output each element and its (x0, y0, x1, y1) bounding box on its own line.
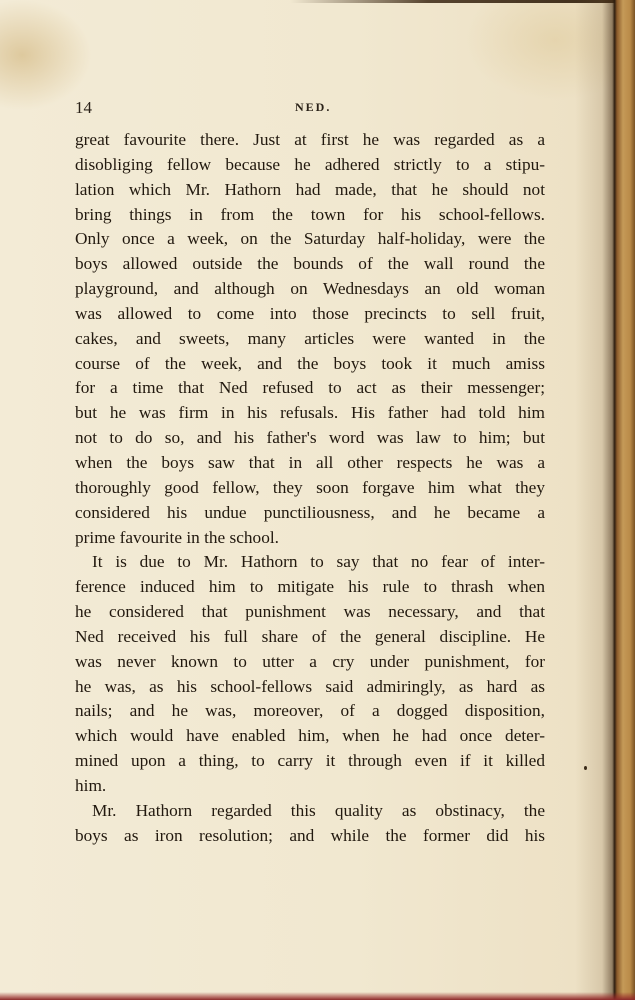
page-number: 14 (75, 98, 92, 117)
page-bottom-edge (0, 992, 635, 1000)
text-line: but he was firm in his refusals. His father had told him (75, 403, 545, 423)
book-binding-edge (575, 0, 635, 1000)
text-line: bring things in from the town for his school-fellows. (75, 204, 545, 224)
text-line: not to do so, and his father's word was law to him; but (75, 428, 545, 448)
text-line: prime favourite in the school. (75, 527, 279, 547)
text-line: playground, and although on Wednesdays an old woman (75, 279, 545, 299)
body-text (75, 128, 545, 848)
text-line: was allowed to come into those precincts to sell fruit, (75, 303, 545, 323)
page-header (75, 98, 545, 122)
text-line: Ned received his full share of the general discipline. He (75, 626, 545, 646)
paragraph-start-line: Mr. Hathorn regarded this quality as obstinacy, the (92, 800, 545, 820)
text-line: lation which Mr. Hathorn had made, that he should not (75, 179, 545, 199)
running-head: NED. (295, 100, 332, 114)
text-line: mined upon a thing, to carry it through even if it killed (75, 751, 545, 771)
text-line: he was, as his school-fellows said admiringly, as hard as (75, 676, 545, 696)
text-line: was never known to utter a cry under punishment, for (75, 651, 545, 671)
paragraph-start-line: It is due to Mr. Hathorn to say that no fear of inter- (92, 552, 545, 572)
text-line: for a time that Ned refused to act as their messenger; (75, 378, 545, 398)
text-line: cakes, and sweets, many articles were wanted in the (75, 328, 545, 348)
text-line: boys as iron resolution; and while the former did his (75, 825, 545, 845)
text-line: boys allowed outside the bounds of the wall round the (75, 254, 545, 274)
ink-speck (584, 766, 587, 770)
text-line: Only once a week, on the Saturday half-holiday, were the (75, 229, 545, 249)
text-line: ference induced him to mitigate his rule to thrash when (75, 577, 545, 597)
text-line: considered his undue punctiliousness, and he became a (75, 502, 545, 522)
text-line: which would have enabled him, when he had once deter- (75, 726, 545, 746)
text-line: disobliging fellow because he adhered strictly to a stipu- (75, 154, 545, 174)
text-line: thoroughly good fellow, they soon forgave him what they (75, 477, 545, 497)
text-line: when the boys saw that in all other respects he was a (75, 452, 545, 472)
text-line: course of the week, and the boys took it much amiss (75, 353, 545, 373)
text-line: he considered that punishment was necessary, and that (75, 602, 545, 622)
text-line: him. (75, 775, 107, 795)
text-line: nails; and he was, moreover, of a dogged disposition, (75, 701, 545, 721)
text-line: great favourite there. Just at first he was regarded as a (75, 130, 545, 149)
